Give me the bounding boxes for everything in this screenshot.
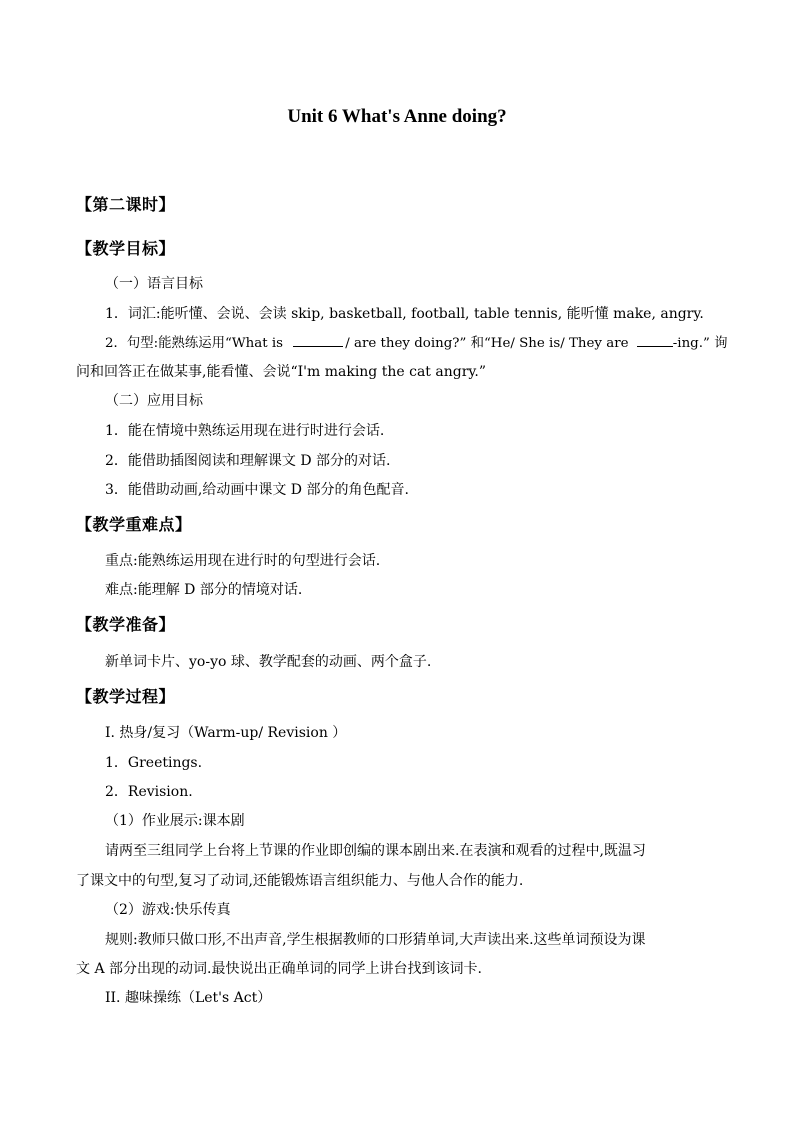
application-goal-3: 3．能借助动画,给动画中课文 D 部分的角色配音. (105, 482, 409, 498)
section-heading-lesson: 【第二课时】 (76, 195, 176, 214)
process-sub-1-text-2: 了课文中的句型,复习了动词,还能锻炼语言组织能力、与他人合作的能力. (76, 873, 524, 889)
section-heading-goals: 【教学目标】 (76, 239, 176, 258)
preparation-text: 新单词卡片、yo-yo 球、教学配套的动画、两个盒子. (105, 654, 432, 670)
application-goals-heading: （二）应用目标 (105, 393, 203, 409)
pattern-goal (105, 334, 727, 353)
process-sub-2: （2）游戏:快乐传真 (105, 902, 231, 918)
key-difficulty: 难点:能理解 D 部分的情境对话. (105, 582, 303, 598)
pattern-goal-continued: 问和回答正在做某事,能看懂、会说“I'm making the cat angry.” (76, 364, 487, 380)
page-title: Unit 6 What's Anne doing? (287, 106, 507, 127)
key-focus: 重点:能熟练运用现在进行时的句型进行会话. (105, 553, 381, 569)
fill-blank-2 (637, 334, 673, 347)
process-step-2: II. 趣味操练（Let's Act） (105, 990, 272, 1006)
process-sub-2-text-2: 文 A 部分出现的动词.最快说出正确单词的同学上讲台找到该词卡. (76, 961, 482, 977)
vocab-goal: 1．词汇:能听懂、会说、会读 skip, basketball, football, table tennis, 能听懂 make, angry. (105, 306, 704, 322)
pattern-goal-part-1: 2．句型:能熟练运用“What is (105, 336, 283, 351)
process-greetings: 1．Greetings. (105, 755, 203, 771)
section-heading-key-points: 【教学重难点】 (76, 515, 192, 534)
fill-blank-1 (293, 334, 343, 347)
pattern-goal-part-2: / are they doing?” 和“He/ She is/ They are (345, 336, 629, 351)
process-sub-1: （1）作业展示:课本剧 (105, 813, 245, 829)
process-revision: 2．Revision. (105, 784, 193, 800)
application-goal-1: 1．能在情境中熟练运用现在进行时进行会话. (105, 423, 385, 439)
pattern-goal-part-3: -ing.” 询 (672, 336, 728, 351)
language-goals-heading: （一）语言目标 (105, 276, 203, 292)
section-heading-preparation: 【教学准备】 (76, 615, 176, 634)
process-sub-2-text-1: 规则:教师只做口形,不出声音,学生根据教师的口形猜单词,大声读出来.这些单词预设为课 (105, 932, 646, 948)
section-heading-process: 【教学过程】 (76, 687, 176, 706)
process-step-1: I. 热身/复习（Warm-up/ Revision ） (105, 725, 347, 741)
application-goal-2: 2．能借助插图阅读和理解课文 D 部分的对话. (105, 453, 391, 469)
process-sub-1-text-1: 请两至三组同学上台将上节课的作业即创编的课本剧出来.在表演和观看的过程中,既温习 (105, 843, 646, 859)
